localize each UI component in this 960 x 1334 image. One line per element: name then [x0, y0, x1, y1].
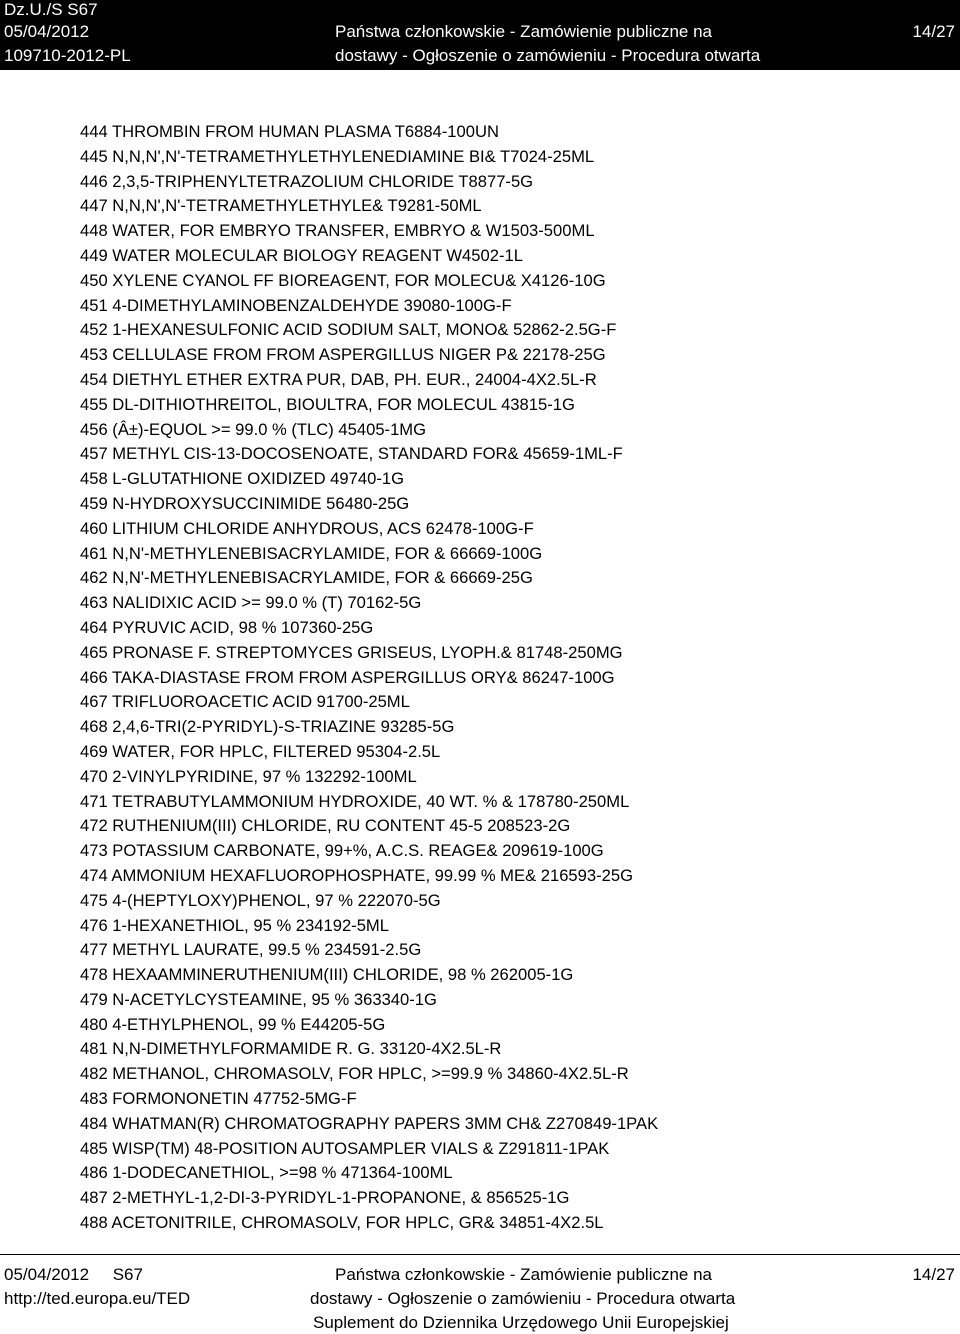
list-item: 475 4-(HEPTYLOXY)PHENOL, 97 % 222070-5G [80, 890, 441, 910]
list-item: 448 WATER, FOR EMBRYO TRANSFER, EMBRYO & W1503-500ML [80, 221, 595, 241]
list-item: 487 2-METHYL-1,2-DI-3-PYRIDYL-1-PROPANONE, & 856525-1G [80, 1188, 570, 1208]
list-item: 452 1-HEXANESULFONIC ACID SODIUM SALT, MONO& 52862-2.5G-F [80, 320, 617, 340]
list-item: 451 4-DIMETHYLAMINOBENZALDEHYDE 39080-100G-F [80, 295, 512, 315]
list-item: 484 WHATMAN(R) CHROMATOGRAPHY PAPERS 3MM CH& Z270849-1PAK [80, 1113, 659, 1133]
page-header [0, 0, 960, 70]
list-item: 482 METHANOL, CHROMASOLV, FOR HPLC, >=99.9 % 34860-4X2.5L-R [80, 1064, 629, 1084]
list-item: 471 TETRABUTYLAMMONIUM HYDROXIDE, 40 WT. % & 178780-250ML [80, 791, 630, 811]
list-item: 464 PYRUVIC ACID, 98 % 107360-25G [80, 617, 374, 637]
list-item: 445 N,N,N',N'-TETRAMETHYLETHYLENEDIAMINE BI& T7024-25ML [80, 146, 595, 166]
list-item: 454 DIETHYL ETHER EXTRA PUR, DAB, PH. EUR., 24004-4X2.5L-R [80, 369, 597, 389]
list-item: 462 N,N'-METHYLENEBISACRYLAMIDE, FOR & 66669-25G [80, 568, 533, 588]
list-item: 478 HEXAAMMINERUTHENIUM(III) CHLORIDE, 98 % 262005-1G [80, 965, 574, 985]
footer-page-number: 14/27 [912, 1265, 955, 1284]
list-item: 450 XYLENE CYANOL FF BIOREAGENT, FOR MOLECU& X4126-10G [80, 270, 606, 290]
list-item: 459 N-HYDROXYSUCCINIMIDE 56480-25G [80, 493, 410, 513]
list-item: 461 N,N'-METHYLENEBISACRYLAMIDE, FOR & 66669-100G [80, 543, 543, 563]
header-title-line-2: dostawy - Ogłoszenie o zamówieniu - Procedura otwarta [335, 46, 761, 65]
item-list [80, 120, 940, 1236]
list-item: 474 AMMONIUM HEXAFLUOROPHOSPHATE, 99.99 % ME& 216593-25G [80, 865, 634, 885]
list-item: 470 2-VINYLPYRIDINE, 97 % 132292-100ML [80, 766, 417, 786]
page-number: 14/27 [912, 22, 955, 41]
list-item: 473 POTASSIUM CARBONATE, 99+%, A.C.S. REAGE& 209619-100G [80, 841, 604, 861]
list-item: 483 FORMONONETIN 47752-5MG-F [80, 1089, 357, 1109]
list-item: 444 THROMBIN FROM HUMAN PLASMA T6884-100UN [80, 122, 499, 141]
list-item: 468 2,4,6-TRI(2-PYRIDYL)-S-TRIAZINE 93285-5G [80, 717, 455, 737]
list-item: 477 METHYL LAURATE, 99.5 % 234591-2.5G [80, 940, 422, 960]
list-item: 486 1-DODECANETHIOL, >=98 % 471364-100ML [80, 1163, 453, 1183]
document-id: 109710-2012-PL [4, 46, 131, 65]
list-item: 469 WATER, FOR HPLC, FILTERED 95304-2.5L [80, 741, 441, 761]
list-item: 453 CELLULASE FROM FROM ASPERGILLUS NIGER P& 22178-25G [80, 345, 606, 365]
list-item: 485 WISP(TM) 48-POSITION AUTOSAMPLER VIALS & Z291811-1PAK [80, 1138, 610, 1158]
list-item: 479 N-ACETYLCYSTEAMINE, 95 % 363340-1G [80, 989, 437, 1009]
list-item: 472 RUTHENIUM(III) CHLORIDE, RU CONTENT 45-5 208523-2G [80, 816, 571, 836]
footer-date-code: 05/04/2012 S67 [4, 1265, 143, 1284]
header-title-line-1: Państwa członkowskie - Zamówienie publiczne na [335, 22, 713, 41]
list-item: 476 1-HEXANETHIOL, 95 % 234192-5ML [80, 915, 389, 935]
list-item: 465 PRONASE F. STREPTOMYCES GRISEUS, LYOPH.& 81748-250MG [80, 642, 623, 662]
footer-url[interactable]: http://ted.europa.eu/TED [4, 1289, 191, 1308]
list-item: 449 WATER MOLECULAR BIOLOGY REAGENT W4502-1L [80, 245, 523, 265]
list-item: 447 N,N,N',N'-TETRAMETHYLETHYLE& T9281-50ML [80, 196, 482, 216]
list-item: 467 TRIFLUOROACETIC ACID 91700-25ML [80, 692, 410, 712]
list-item: 460 LITHIUM CHLORIDE ANHYDROUS, ACS 62478-100G-F [80, 518, 534, 538]
publication-date: 05/04/2012 [4, 22, 90, 41]
footer-supplement: Suplement do Dziennika Urzędowego Unii Europejskiej [313, 1313, 729, 1332]
list-item: 457 METHYL CIS-13-DOCOSENOATE, STANDARD FOR& 45659-1ML-F [80, 444, 623, 464]
list-item: 456 (Â±)-EQUOL >= 99.0 % (TLC) 45405-1MG [80, 419, 427, 439]
list-item: 455 DL-DITHIOTHREITOL, BIOULTRA, FOR MOLECUL 43815-1G [80, 394, 575, 414]
list-item: 458 L-GLUTATHIONE OXIDIZED 49740-1G [80, 469, 404, 489]
list-item: 488 ACETONITRILE, CHROMASOLV, FOR HPLC, GR& 34851-4X2.5L [80, 1213, 604, 1233]
list-item: 480 4-ETHYLPHENOL, 99 % E44205-5G [80, 1014, 386, 1034]
footer-title-line-2: dostawy - Ogłoszenie o zamówieniu - Procedura otwarta [310, 1289, 736, 1308]
list-item: 481 N,N-DIMETHYLFORMAMIDE R. G. 33120-4X2.5L-R [80, 1039, 502, 1059]
journal-reference: Dz.U./S S67 [4, 0, 98, 19]
footer-title-line-1: Państwa członkowskie - Zamówienie publiczne na [335, 1265, 713, 1284]
list-item: 446 2,3,5-TRIPHENYLTETRAZOLIUM CHLORIDE T8877-5G [80, 171, 534, 191]
list-item: 466 TAKA-DIASTASE FROM FROM ASPERGILLUS ORY& 86247-100G [80, 667, 615, 687]
footer-divider [0, 1254, 960, 1255]
list-item: 463 NALIDIXIC ACID >= 99.0 % (T) 70162-5G [80, 593, 422, 613]
